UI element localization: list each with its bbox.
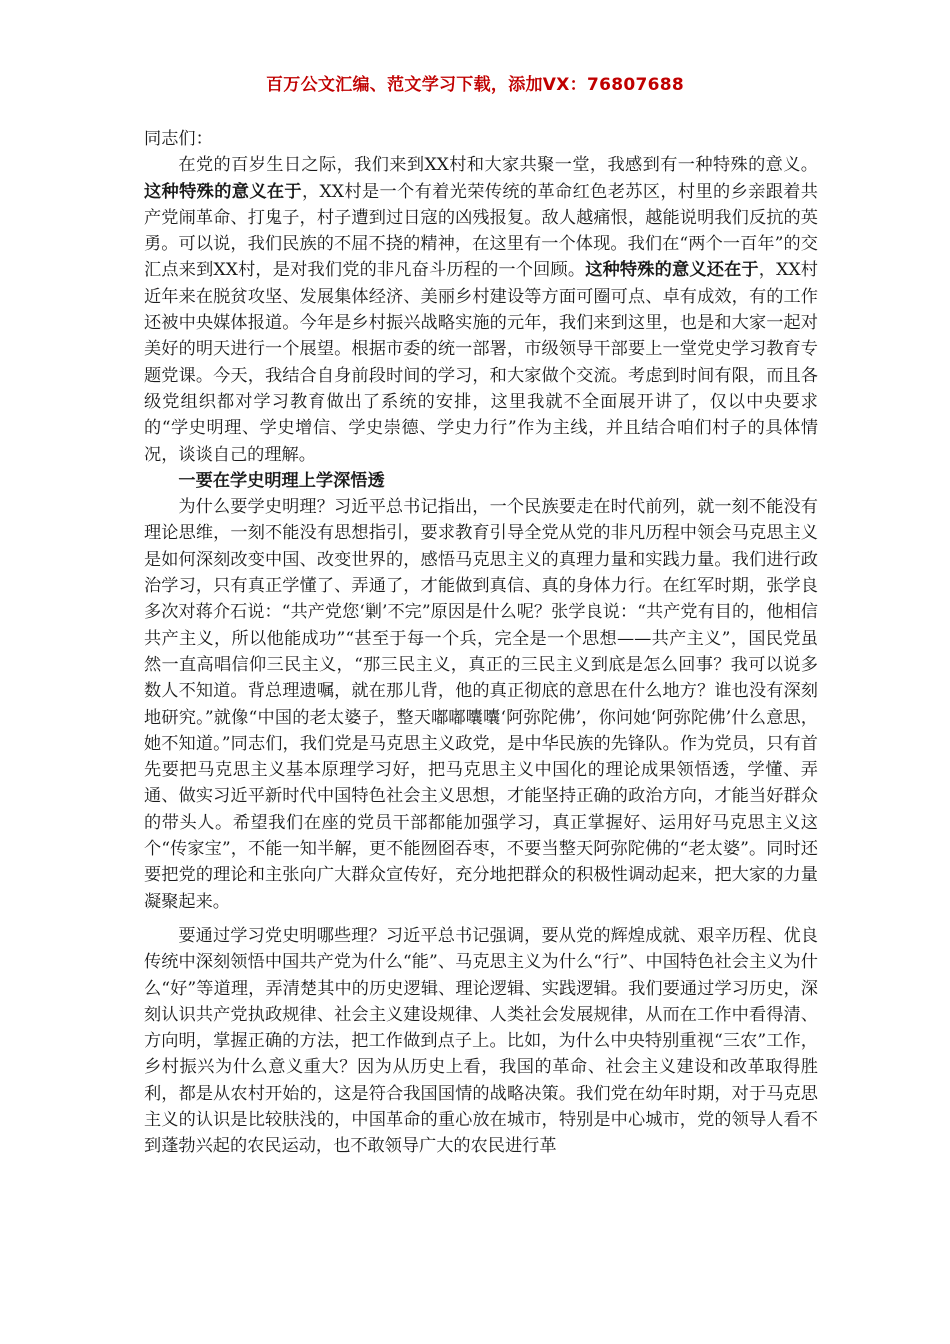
intro-text-2: ，XX村是一个有着光荣传统的革命红色老苏区，村里的乡亲跟着共产党闹革命、打鬼子，村子遭到过日寇的凶残报复。敌人越痛恨，越能说明我们反抗的英勇。可以说，我们民族的不屈不挠的精神，在这里有一个体现。我们在“两个一百年”的交汇点来到XX村，是对我们党的非凡奋斗历程的一个回顾。 [144,181,818,281]
intro-emphasis-2: 这种特殊的意义还在于 [585,260,759,281]
intro-text-1: 在党的百岁生日之际，我们来到XX村和大家共聚一堂，我感到有一种特殊的意义。 [178,155,818,176]
section-heading-1-text: 一要在学史明理上学深悟透 [178,470,385,491]
paragraph-intro [144,152,818,468]
paragraph-what-principles: 要通过学习党史明哪些理？习近平总书记强调，要从党的辉煌成就、艰辛历程、优良传统中深刻领悟中国共产党为什么“能”、马克思主义为什么“行”、中国特色社会主义为什么“好”等道理，弄清楚其中的历史逻辑、理论逻辑、实践逻辑。我们要通过学习历史，深刻认识共产党执政规律、社会主义建设规律、人类社会发展规律，从而在工作中看得清、方向明，掌握正确的方法，把工作做到点子上。比如，为什么中央特别重视“三农”工作，乡村振兴为什么意义重大？因为从历史上看，我国的革命、社会主义建设和改革取得胜利，都是从农村开始的，这是符合我国国情的战略决策。我们党在幼年时期，对于马克思主义的认识是比较肤浅的，中国革命的重心放在城市，特别是中心城市，党的领导人看不到蓬勃兴起的农民运动，也不敢领导广大的农民进行革 [144,925,818,1157]
salutation: 同志们： [144,129,213,149]
intro-emphasis-1: 这种特殊的意义在于 [144,181,302,202]
watermark-header: 百万公文汇编、范文学习下载，添加VX：76807688 [266,75,684,95]
paragraph-why-study: 为什么要学史明理？习近平总书记指出，一个民族要走在时代前列，就一刻不能没有理论思维，一刻不能没有思想指引，要求教育引导全党从党的非凡历程中领会马克思主义是如何深刻改变中国、改变世界的，感悟马克思主义的真理力量和实践力量。我们进行政治学习，只有真正学懂了、弄通了，才能做到真信、真的身体力行。在红军时期，张学良多次对蒋介石说：“共产党您‘剿’不完”原因是什么呢？张学良说：“共产党有目的，他相信共产主义，所以他能成功”“甚至于每一个兵，完全是一个思想——共产主义”，国民党虽然一直高唱信仰三民主义，“那三民主义，真正的三民主义到底是怎么回事？我可以说多数人不知道。背总理遗嘱，就在那儿背，他的真正彻底的意思在什么地方？谁也没有深刻地研究。”就像“中国的老太婆子，整天嘟嘟囔囔‘阿弥陀佛’，你问她‘阿弥陀佛’什么意思，她不知道。”同志们，我们党是马克思主义政党，是中华民族的先锋队。作为党员，只有首先要把马克思主义基本原理学习好，把马克思主义中国化的理论成果领悟透，学懂、弄通、做实习近平新时代中国特色社会主义思想，才能坚持正确的政治方向，才能当好群众的带头人。希望我们在座的党员干部都能加强学习，真正掌握好、运用好马克思主义这个“传家宝”，不能一知半解，更不能囫囵吞枣，不要当整天阿弥陀佛的“老太婆”。同时还要把党的理论和主张向广大群众宣传好，充分地把群众的积极性调动起来，把大家的力量凝聚起来。 [144,497,818,912]
document-body [144,126,818,1160]
section-heading-1 [144,468,818,494]
intro-text-3: ，XX村近年来在脱贫攻坚、发展集体经济、美丽乡村建设等方面可圈可点、卓有成效，有的工作还被中央媒体报道。今年是乡村振兴战略实施的元年，我们来到这里，也是和大家一起对美好的明天进行一个展望。根据市委的统一部署，市级领导干部要上一堂党史学习教育专题党课。今天，我结合自身前段时间的学习，和大家做个交流。考虑到时间有限，而且各级党组织都对学习教育做出了系统的安排，这里我就不全面展开讲了，仅以中央要求的“学史明理、学史增信、学史崇德、学史力行”作为主线，并且结合咱们村子的具体情况，谈谈自己的理解。 [144,260,818,465]
